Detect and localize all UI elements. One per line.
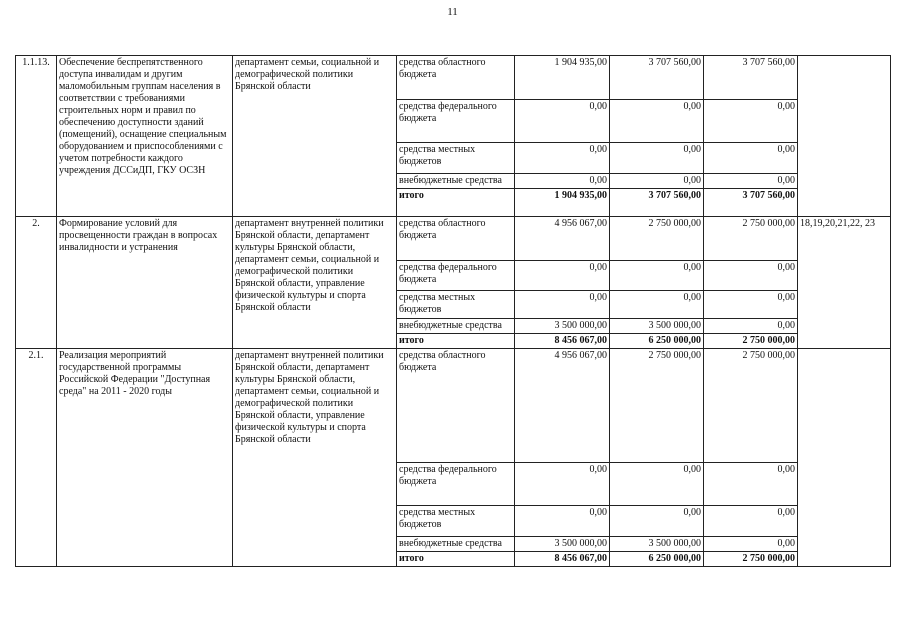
- amount-2: 0,00: [610, 463, 704, 506]
- amount-2: 2 750 000,00: [610, 349, 704, 463]
- funding-source: внебюджетные средства: [397, 174, 515, 189]
- activity-title: Формирование условий для просвещенности граждан в вопросах инвалидности и устранения: [57, 217, 233, 349]
- amount-3: 0,00: [704, 506, 798, 537]
- amount-2: 0,00: [610, 291, 704, 319]
- total-amount-1: 8 456 067,00: [515, 552, 610, 567]
- activity-title: Реализация мероприятий государственной программы Российской Федерации "Доступная среда" на 2011 - 2020 годы: [57, 349, 233, 567]
- total-amount-3: 2 750 000,00: [704, 552, 798, 567]
- amount-1: 0,00: [515, 506, 610, 537]
- total-amount-3: 3 707 560,00: [704, 189, 798, 217]
- amount-1: 3 500 000,00: [515, 537, 610, 552]
- total-amount-3: 2 750 000,00: [704, 334, 798, 349]
- page-number: 11: [447, 6, 458, 18]
- funding-source: внебюджетные средства: [397, 537, 515, 552]
- total-amount-1: 8 456 067,00: [515, 334, 610, 349]
- amount-2: 3 500 000,00: [610, 537, 704, 552]
- amount-3: 2 750 000,00: [704, 349, 798, 463]
- amount-3: 2 750 000,00: [704, 217, 798, 261]
- row-index: 2.1.: [16, 349, 57, 567]
- amount-3: 0,00: [704, 100, 798, 143]
- activity-title: Обеспечение беспрепятственного доступа инвалидам и другим маломобильным группам населения в соответствии с требованиями строительных норм и правил по обеспечению доступности зданий (помещений), оснащение специальным оборудованием и приспособлениями с учетом потребности каждого учреждения ДССиДП, ГКУ ОСЗН: [57, 56, 233, 217]
- funding-total-label: итого: [397, 552, 515, 567]
- amount-1: 1 904 935,00: [515, 56, 610, 100]
- amount-1: 0,00: [515, 261, 610, 291]
- amount-3: 0,00: [704, 319, 798, 334]
- executor: департамент внутренней политики Брянской области, департамент культуры Брянской области, департамент семьи, социальной и демографической политики Брянской области, управление физической культуры и спорта Брянской области: [233, 349, 397, 567]
- total-amount-1: 1 904 935,00: [515, 189, 610, 217]
- table-row: [16, 56, 891, 100]
- amount-3: 0,00: [704, 261, 798, 291]
- amount-2: 2 750 000,00: [610, 217, 704, 261]
- table-row: [16, 217, 891, 261]
- amount-1: 0,00: [515, 100, 610, 143]
- amount-2: 0,00: [610, 100, 704, 143]
- amount-1: 4 956 067,00: [515, 217, 610, 261]
- funding-source: средства областного бюджета: [397, 56, 515, 100]
- row-index: 1.1.13.: [16, 56, 57, 217]
- total-amount-2: 3 707 560,00: [610, 189, 704, 217]
- amount-2: 0,00: [610, 143, 704, 174]
- funding-source: средства местных бюджетов: [397, 291, 515, 319]
- amount-3: 0,00: [704, 174, 798, 189]
- funding-source: средства местных бюджетов: [397, 506, 515, 537]
- executor: департамент внутренней политики Брянской области, департамент культуры Брянской области, департамент семьи, социальной и демографической политики Брянской области, управление физической культуры и спорта Брянской области: [233, 217, 397, 349]
- amount-2: 3 707 560,00: [610, 56, 704, 100]
- amount-2: 3 500 000,00: [610, 319, 704, 334]
- funding-source: средства федерального бюджета: [397, 261, 515, 291]
- indicators: [798, 349, 891, 567]
- amount-2: 0,00: [610, 174, 704, 189]
- indicators: 18,19,20,21,22, 23: [798, 217, 891, 349]
- funding-source: средства местных бюджетов: [397, 143, 515, 174]
- funding-source: средства федерального бюджета: [397, 100, 515, 143]
- amount-1: 0,00: [515, 463, 610, 506]
- funding-total-label: итого: [397, 334, 515, 349]
- row-index: 2.: [16, 217, 57, 349]
- amount-1: 0,00: [515, 174, 610, 189]
- funding-source: средства областного бюджета: [397, 217, 515, 261]
- total-amount-2: 6 250 000,00: [610, 552, 704, 567]
- funding-source: средства федерального бюджета: [397, 463, 515, 506]
- amount-2: 0,00: [610, 506, 704, 537]
- funding-source: внебюджетные средства: [397, 319, 515, 334]
- program-table: [15, 55, 891, 567]
- indicators: [798, 56, 891, 217]
- amount-1: 4 956 067,00: [515, 349, 610, 463]
- amount-3: 0,00: [704, 537, 798, 552]
- total-amount-2: 6 250 000,00: [610, 334, 704, 349]
- amount-3: 0,00: [704, 463, 798, 506]
- amount-1: 0,00: [515, 291, 610, 319]
- funding-total-label: итого: [397, 189, 515, 217]
- table-row: [16, 349, 891, 463]
- amount-1: 3 500 000,00: [515, 319, 610, 334]
- amount-3: 0,00: [704, 291, 798, 319]
- amount-2: 0,00: [610, 261, 704, 291]
- amount-3: 0,00: [704, 143, 798, 174]
- funding-source: средства областного бюджета: [397, 349, 515, 463]
- executor: департамент семьи, социальной и демографической политики Брянской области: [233, 56, 397, 217]
- amount-3: 3 707 560,00: [704, 56, 798, 100]
- amount-1: 0,00: [515, 143, 610, 174]
